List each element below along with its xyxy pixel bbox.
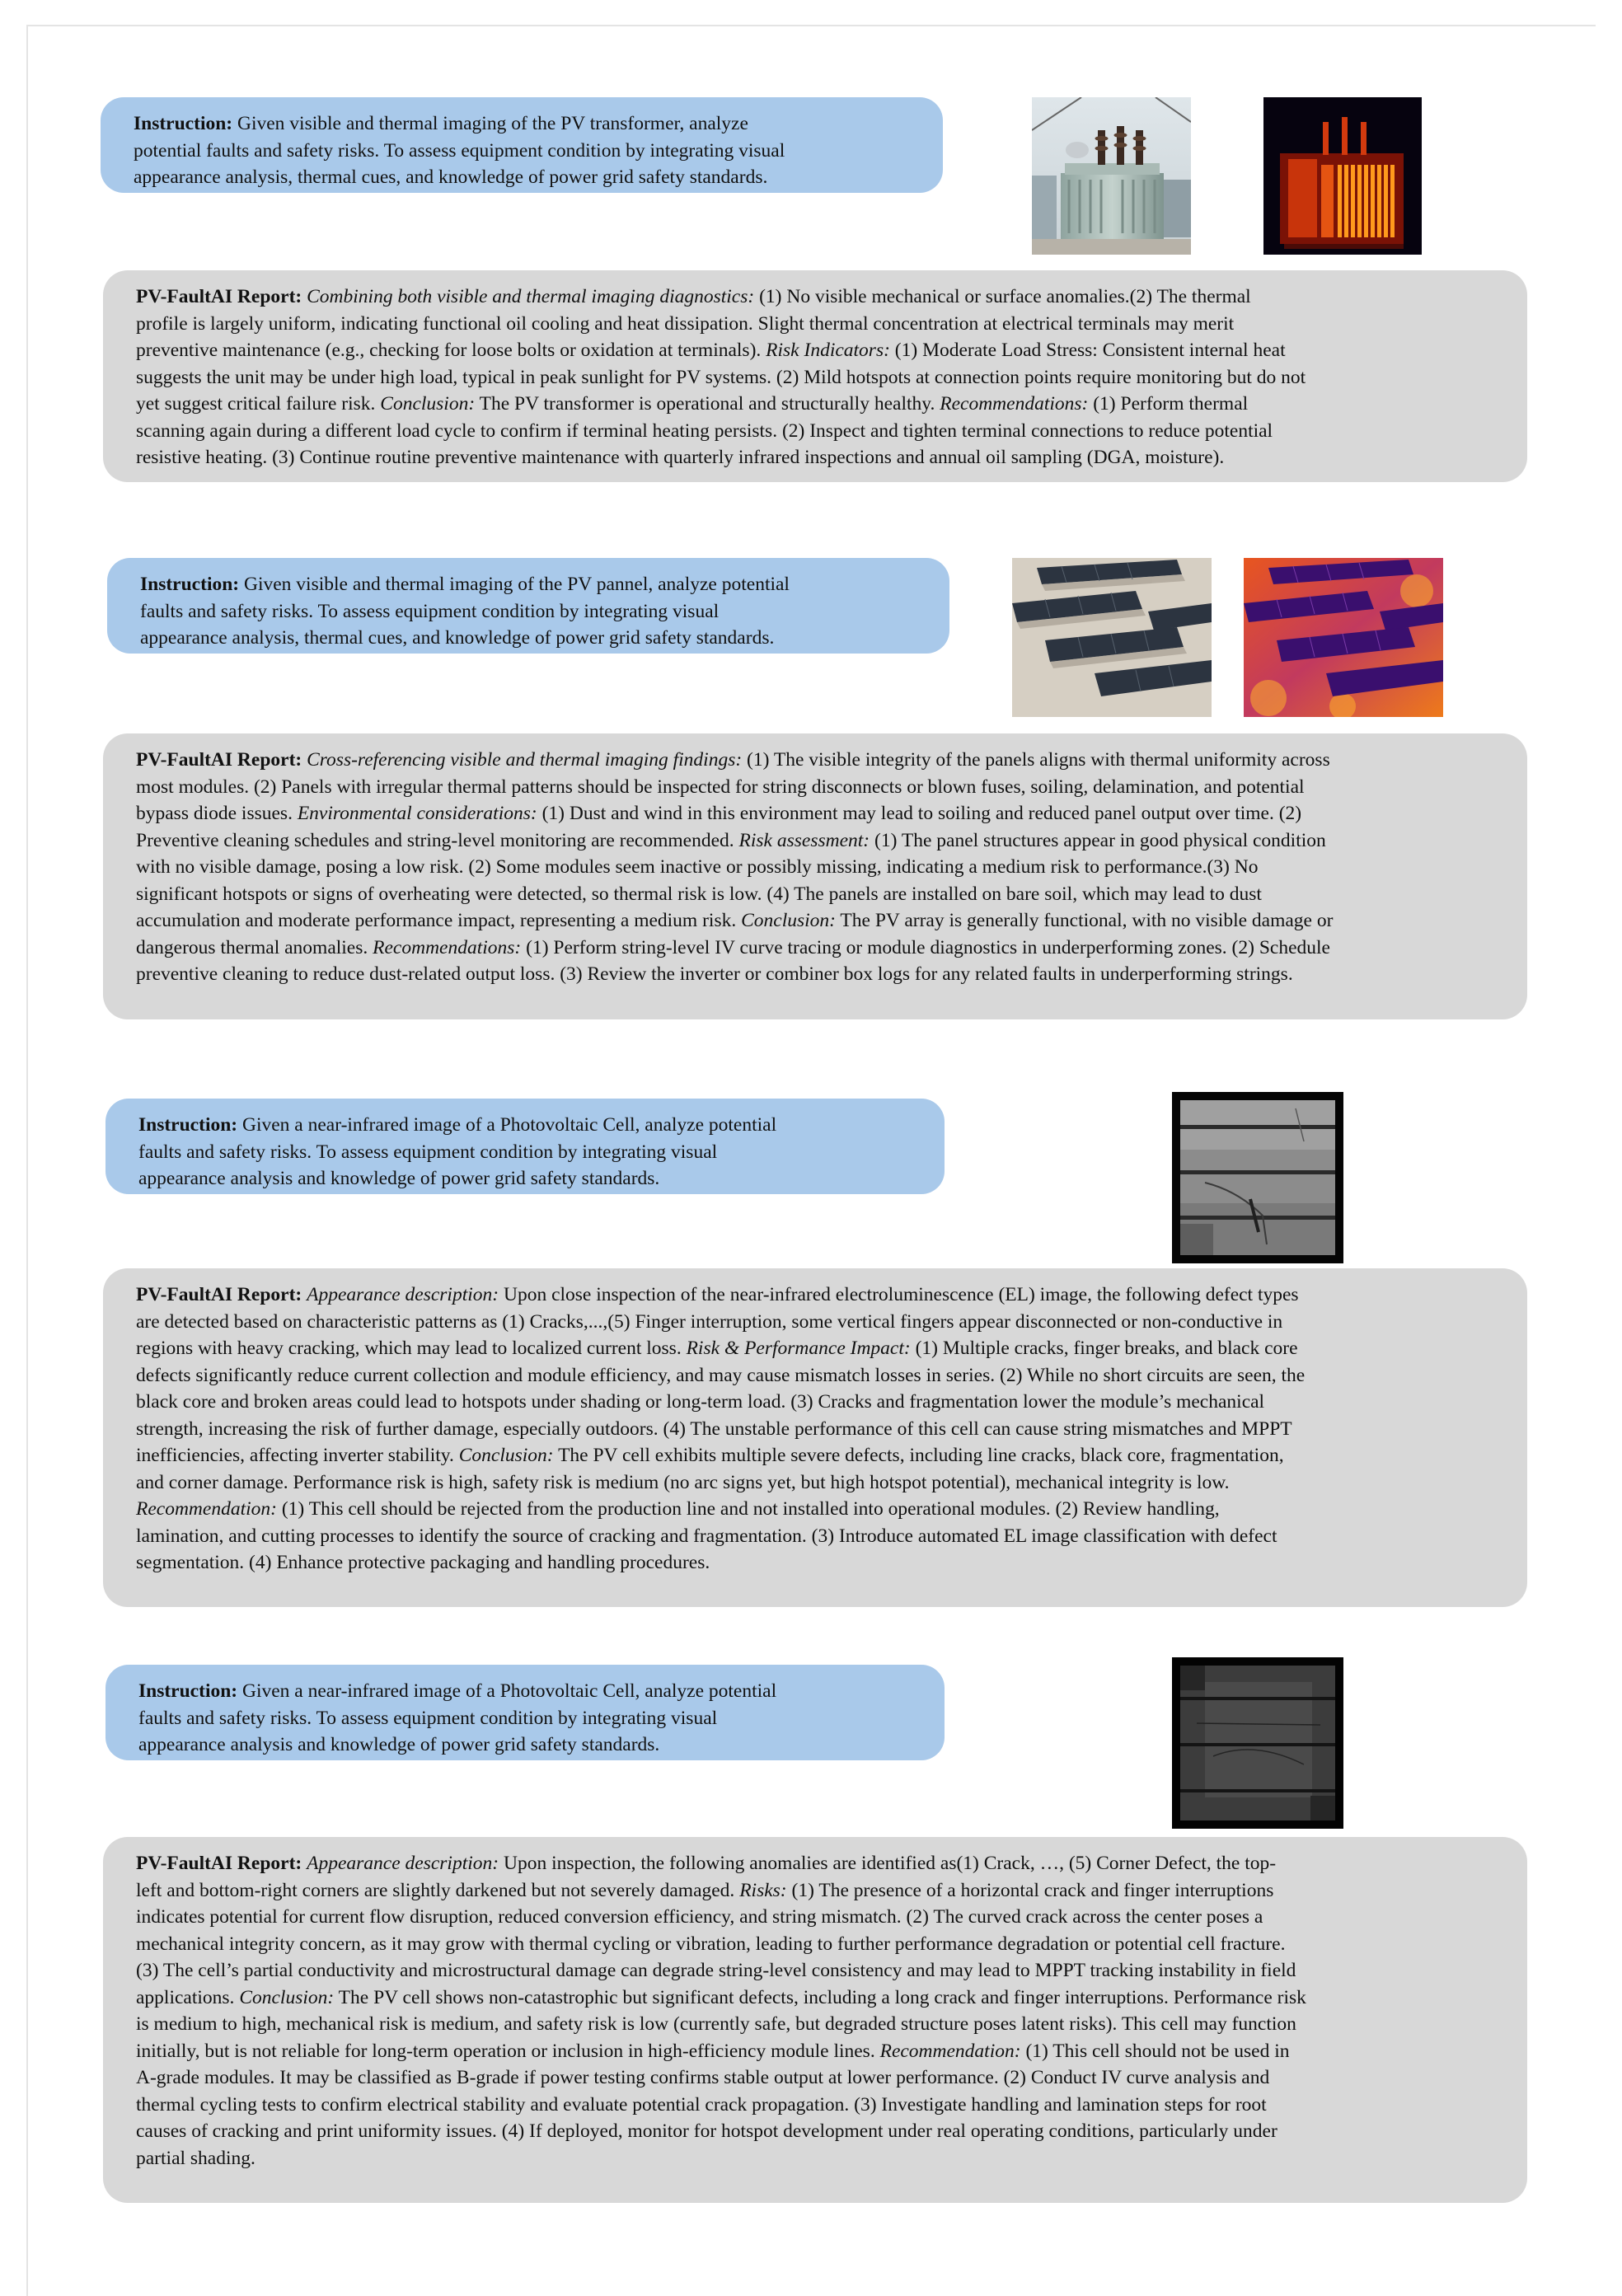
report-text-run: Upon close inspection of the near-infrared electroluminescence (EL) image, the following defect types (499, 1284, 1299, 1305)
report-line (136, 1389, 1517, 1416)
report-text-run: (1) Perform string-level IV curve tracing or module diagnostics in underperforming zones. (2) Schedule (521, 936, 1330, 958)
report-text-run: most modules. (2) Panels with irregular thermal patterns should be inspected for string disconnects or blown fuses, soiling, delamination, and potential (136, 775, 1305, 798)
report-line (136, 1957, 1517, 1984)
report-line (136, 2092, 1517, 2119)
report-line (136, 1335, 1517, 1362)
instruction-text: potential faults and safety risks. To assess equipment condition by integrating visual (134, 139, 785, 162)
report-text-run: lamination, and cutting processes to identify the source of cracking and fragmentation. (3) Introduce automated EL image classification with defect (136, 1525, 1277, 1547)
report-line (136, 444, 1517, 471)
report-line (136, 1904, 1517, 1931)
report-text (136, 1850, 1517, 2172)
instruction-text: faults and safety risks. To assess equipment condition by integrating visual (138, 1707, 718, 1729)
report-text-run: left and bottom-right corners are slightly darkened but not severely damaged. (136, 1879, 740, 1901)
transformer-visible-image (1032, 97, 1191, 255)
report-text-run: Upon inspection, the following anomalies are identified as(1) Crack, …, (5) Corner Defect, the top- (499, 1853, 1277, 1874)
report-text-run: The PV cell exhibits multiple severe defects, including line cracks, black core, fragmentation, (553, 1445, 1284, 1466)
report-text-run: profile is largely uniform, indicating functional oil cooling and heat dissipation. Slight thermal concentration at electrical terminals may merit (136, 312, 1235, 335)
report-text-run: (1) The presence of a horizontal crack and finger interruptions (786, 1879, 1274, 1901)
report-text-run: applications. (136, 1986, 240, 2008)
report-text-run: with no visible damage, posing a low risk. (2) Some modules seem inactive or possibly missing, indicating a medium risk to performance.(3) No (136, 856, 1259, 878)
report-box-3 (103, 1268, 1527, 1607)
report-line (136, 907, 1517, 935)
report-line (136, 1442, 1517, 1469)
report-text-run: partial shading. (136, 2147, 255, 2169)
instruction-text: appearance analysis and knowledge of power grid safety standards. (138, 1734, 660, 1755)
report-label: PV-FaultAI Report: (136, 749, 302, 771)
report-text-run: is medium to high, mechanical risk is medium, and safety risk is low (currently safe, but degraded structure poses latent risks). This cell may function (136, 2013, 1296, 2035)
report-heading: Risk & Performance Impact: (686, 1338, 911, 1359)
report-text-run: strength, increasing the risk of further damage, especially outdoors. (4) The unstable performance of this cell can cause string mismatches and MPPT (136, 1417, 1292, 1440)
report-heading: Conclusion: (239, 1986, 335, 2008)
report-text-run: (1) The panel structures appear in good physical condition (870, 829, 1326, 851)
pv-cell-el-image-1 (1172, 1092, 1343, 1263)
report-text-run: accumulation and moderate performance impact, representing a medium risk. (136, 910, 742, 931)
report-line (136, 1282, 1517, 1309)
report-line (136, 935, 1517, 962)
report-line (136, 774, 1517, 801)
report-line (136, 854, 1517, 881)
report-heading: Appearance description: (307, 1853, 499, 1874)
report-text-run: Preventive cleaning schedules and string-level monitoring are recommended. (136, 829, 739, 851)
report-heading: Risk Indicators: (766, 340, 890, 361)
report-heading: Recommendation: (136, 1498, 277, 1520)
report-text-run: mechanical integrity concern, as it may grow with thermal cycling or vibration, leading to further performance degradation or potential cell fracture. (136, 1933, 1286, 1955)
report-text-run: yet suggest critical failure risk. (136, 393, 381, 415)
report-heading: Environmental considerations: (297, 803, 537, 824)
report-heading: Combining both visible and thermal imaging diagnostics: (307, 286, 755, 307)
report-box-1 (103, 270, 1527, 482)
instruction-box-2 (107, 558, 949, 654)
report-text-run: significant hotspots or signs of overheating were detected, so thermal risk is low. (4) The panels are installed on bare soil, which may lead to dust (136, 883, 1262, 905)
instruction-label: Instruction: (138, 1114, 238, 1136)
report-line (136, 1549, 1517, 1577)
report-text-run: A-grade modules. It may be classified as B-grade if power testing confirms stable output at lower performance. (2) Conduct IV curve analysis and (136, 2067, 1270, 2088)
report-text-run: (1) This cell should be rejected from the production line and not installed into operational modules. (2) Review handling, (276, 1498, 1220, 1520)
instruction-text: faults and safety risks. To assess equipment condition by integrating visual (138, 1141, 718, 1163)
report-text-run: (1) No visible mechanical or surface anomalies.(2) The thermal (754, 286, 1251, 307)
report-line (136, 1416, 1517, 1443)
instruction-box-4 (105, 1665, 945, 1760)
report-text-run: bypass diode issues. (136, 803, 298, 824)
report-text-run: (1) Dust and wind in this environment may lead to soiling and reduced panel output over time. (2) (537, 803, 1302, 824)
report-line (136, 2011, 1517, 2038)
report-line (136, 1877, 1517, 1905)
report-text-run: (1) Multiple cracks, finger breaks, and black core (910, 1338, 1298, 1359)
report-text-run: initially, but is not reliable for long-term operation or inclusion in high-efficiency module lines. (136, 2040, 880, 2062)
report-label: PV-FaultAI Report: (136, 286, 302, 307)
report-text-run: suggests the unit may be under high load, typical in peak sunlight for PV systems. (2) Mild hotspots at connection points require monitoring but do not (136, 366, 1306, 388)
report-heading: Recommendation: (879, 2040, 1021, 2062)
report-text-run: (3) The cell’s partial conductivity and microstructural damage can degrade string-level consistency and may lead to MPPT tracking instability in field (136, 1960, 1296, 1981)
report-line (136, 1850, 1517, 1877)
report-heading: Conclusion: (741, 910, 836, 931)
instruction-text: Given visible and thermal imaging of the PV pannel, analyze potential (239, 574, 790, 595)
report-line (136, 2038, 1517, 2065)
report-line (136, 1496, 1517, 1523)
report-line (136, 311, 1517, 338)
report-line (136, 283, 1517, 311)
report-text-run: thermal cycling tests to confirm electrical stability and evaluate potential crack propagation. (3) Investigate handling and lamination steps for root (136, 2093, 1267, 2116)
transformer-thermal-image (1263, 97, 1422, 255)
report-text-run: defects significantly reduce current collection and module efficiency, and may cause mismatch losses in series. (2) While no short circuits are seen, the (136, 1364, 1306, 1386)
report-label: PV-FaultAI Report: (136, 1853, 302, 1874)
report-line (136, 1984, 1517, 2012)
panel-visible-image (1012, 558, 1212, 717)
report-heading: Risk assessment: (738, 829, 870, 851)
instruction-text: faults and safety risks. To assess equipment condition by integrating visual (140, 600, 720, 622)
report-line (136, 827, 1517, 855)
report-line (136, 2064, 1517, 2092)
report-line (136, 1931, 1517, 1958)
report-line (136, 418, 1517, 445)
instruction-label: Instruction: (140, 574, 240, 595)
report-text-run: causes of cracking and print uniformity issues. (4) If deployed, monitor for hotspot development under real operating conditions, particularly under (136, 2120, 1277, 2142)
report-text-run: (1) This cell should not be used in (1020, 2040, 1290, 2062)
report-line (136, 747, 1517, 774)
report-label: PV-FaultAI Report: (136, 1284, 302, 1305)
instruction-text: Given a near-infrared image of a Photovoltaic Cell, analyze potential (237, 1680, 777, 1702)
report-text (136, 1282, 1517, 1577)
report-text-run: and corner damage. Performance risk is high, safety risk is medium (no arc signs yet, but high hotspot potential), mechanical integrity is low. (136, 1471, 1230, 1493)
report-text-run: The PV transformer is operational and structurally healthy. (475, 393, 940, 415)
report-line (136, 961, 1517, 988)
report-line (136, 2145, 1517, 2172)
instruction-box-3 (105, 1099, 945, 1194)
report-text-run: are detected based on characteristic patterns as (1) Cracks,...,(5) Finger interruption, some vertical fingers appear disconnected or non-conductive in (136, 1310, 1283, 1333)
report-line (136, 364, 1517, 391)
report-line (136, 391, 1517, 418)
instruction-label: Instruction: (138, 1680, 238, 1702)
report-text-run: preventive cleaning to reduce dust-related output loss. (3) Review the inverter or combiner box logs for any related faults in underperforming strings. (136, 963, 1293, 985)
report-text-run: regions with heavy cracking, which may lead to localized current loss. (136, 1338, 687, 1359)
instruction-text: appearance analysis and knowledge of power grid safety standards. (138, 1168, 660, 1189)
report-text-run: (1) The visible integrity of the panels aligns with thermal uniformity across (742, 749, 1330, 771)
instruction-box-1 (101, 97, 943, 193)
report-heading: Appearance description: (307, 1284, 499, 1305)
report-text-run: inefficiencies, affecting inverter stability. (136, 1445, 459, 1466)
report-text-run: The PV cell shows non-catastrophic but significant defects, including a long crack and finger interruptions. Performance risk (334, 1986, 1306, 2008)
report-line (136, 800, 1517, 827)
report-line (136, 337, 1517, 364)
report-text-run: (1) Moderate Load Stress: Consistent internal heat (889, 340, 1286, 361)
report-line (136, 1523, 1517, 1550)
report-heading: Risks: (739, 1879, 787, 1901)
instruction-label: Instruction: (134, 113, 233, 134)
report-line (136, 1469, 1517, 1497)
report-text-run: dangerous thermal anomalies. (136, 936, 373, 958)
report-line (136, 2118, 1517, 2145)
instruction-text: Given a near-infrared image of a Photovoltaic Cell, analyze potential (237, 1114, 777, 1136)
instruction-text: appearance analysis, thermal cues, and knowledge of power grid safety standards. (140, 627, 775, 649)
instruction-text: Given visible and thermal imaging of the PV transformer, analyze (232, 113, 748, 134)
pv-cell-el-image-2 (1172, 1657, 1343, 1829)
report-line (136, 1309, 1517, 1336)
report-heading: Recommendations: (940, 393, 1089, 415)
report-text-run: The PV array is generally functional, with no visible damage or (835, 910, 1334, 931)
report-text (136, 747, 1517, 988)
report-text-run: resistive heating. (3) Continue routine preventive maintenance with quarterly infrared inspections and annual oil sampling (DGA, moisture). (136, 447, 1225, 468)
report-box-4 (103, 1837, 1527, 2203)
report-line (136, 881, 1517, 908)
report-heading: Conclusion: (458, 1445, 554, 1466)
report-heading: Recommendations: (373, 936, 522, 958)
report-text-run: scanning again during a different load cycle to confirm if terminal heating persists. (2) Inspect and tighten terminal connections to reduce potential (136, 419, 1273, 442)
report-text-run: indicates potential for current flow disruption, reduced conversion efficiency, and string mismatch. (2) The curved crack across the center poses a (136, 1906, 1263, 1928)
panel-thermal-image (1244, 558, 1443, 717)
report-heading: Cross-referencing visible and thermal imaging findings: (307, 749, 743, 771)
report-text-run: preventive maintenance (e.g., checking for loose bolts or oxidation at terminals). (136, 340, 766, 361)
instruction-text: appearance analysis, thermal cues, and knowledge of power grid safety standards. (134, 166, 768, 188)
report-text-run: (1) Perform thermal (1088, 393, 1249, 415)
report-text-run: black core and broken areas could lead to hotspots under shading or long-term load. (3) Cracks and fragmentation lower the module’s mechanical (136, 1391, 1265, 1413)
report-text-run: segmentation. (4) Enhance protective packaging and handling procedures. (136, 1552, 710, 1573)
report-heading: Conclusion: (380, 393, 476, 415)
report-box-2 (103, 733, 1527, 1019)
report-text (136, 283, 1517, 471)
report-line (136, 1362, 1517, 1389)
